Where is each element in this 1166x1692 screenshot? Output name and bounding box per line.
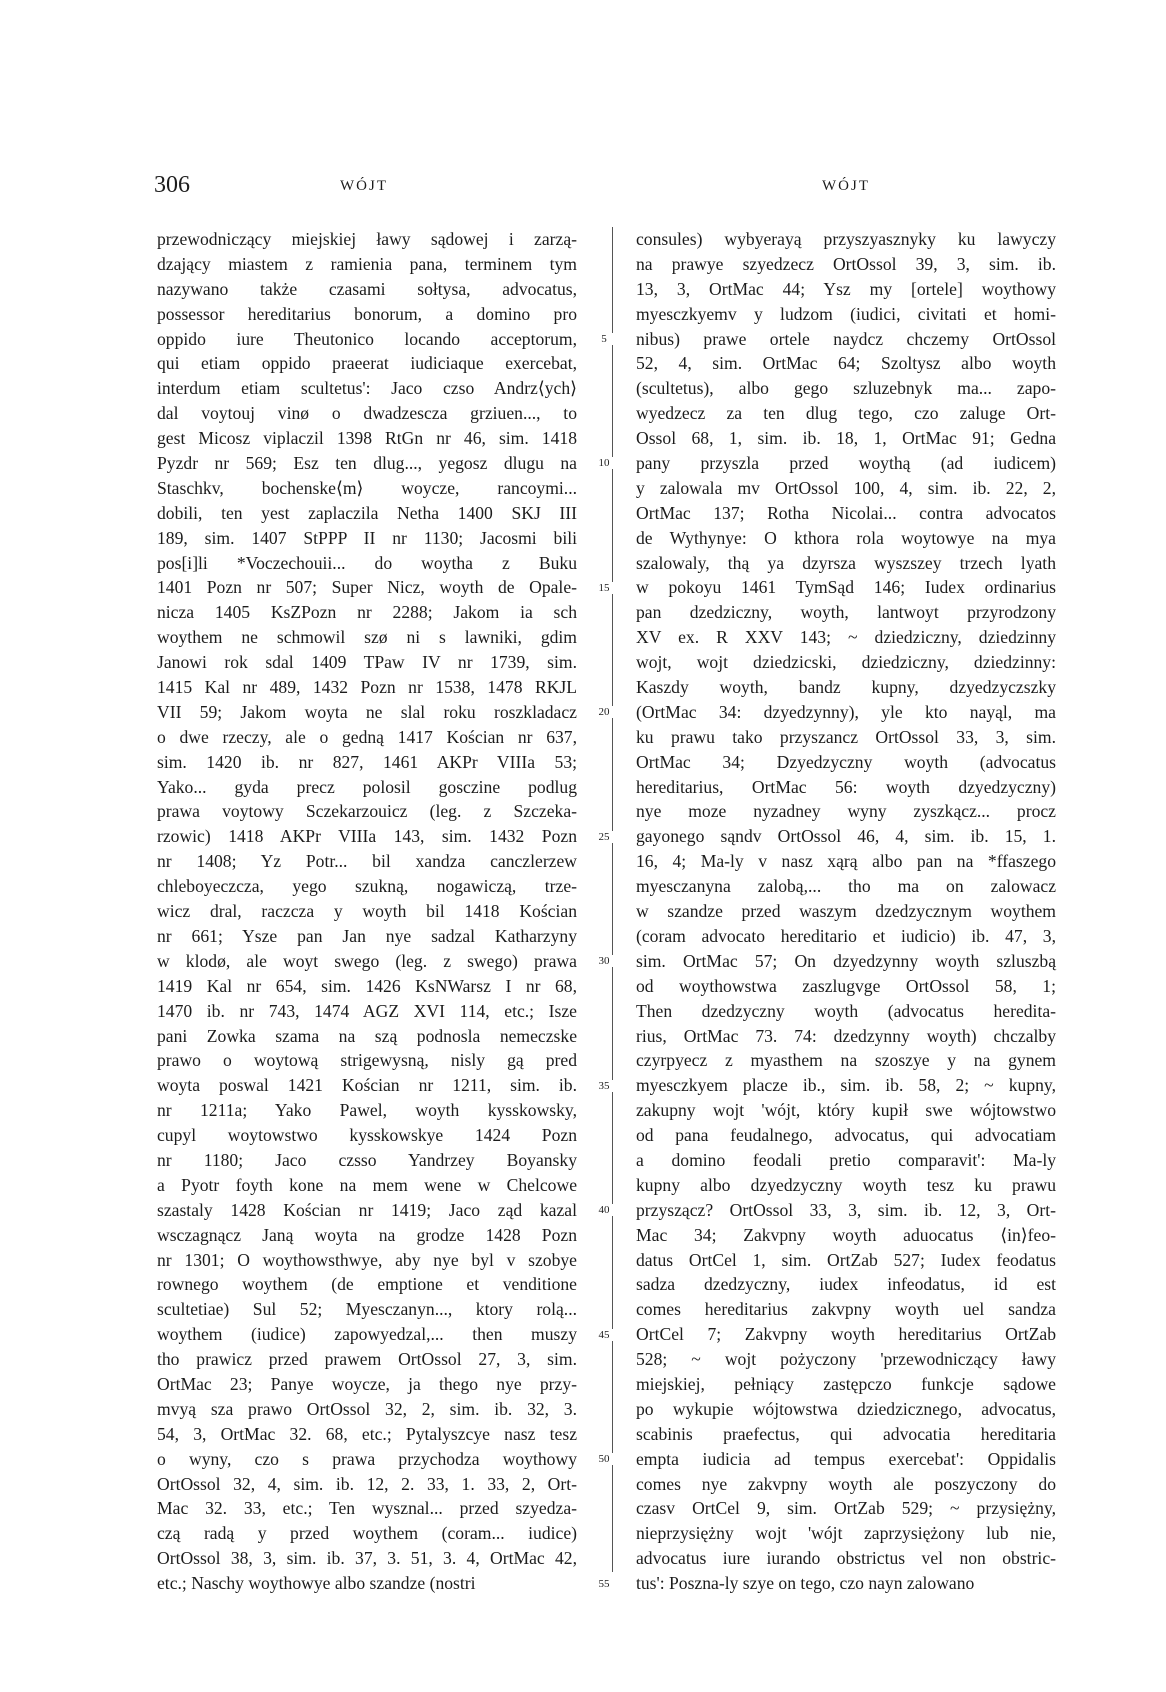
page-header bbox=[0, 172, 1166, 202]
text-line: kupny albo dzyedzyczny woyth tesz ku prawu bbox=[636, 1174, 1056, 1195]
line-number: 5 bbox=[594, 333, 614, 345]
text-line: w szandze przed waszym dzedzycznym woythem bbox=[636, 901, 1056, 922]
text-line: gayonego sąndv OrtOssol 46, 4, sim. ib. 15, 1. bbox=[636, 826, 1056, 847]
text-line: (coram advocato hereditario et iudicio) ib. 47, 3, bbox=[636, 925, 1056, 946]
text-line: na prawye szyedzecz OrtOssol 39, 3, sim. ib. bbox=[636, 253, 1056, 274]
text-line: nieprzysiężny wojt 'wójt zaprzysiężony lub nie, bbox=[636, 1523, 1056, 1544]
text-line: wicz dral, raczcza y woyth bil 1418 Kościan bbox=[157, 901, 577, 922]
text-line: 54, 3, OrtMac 32. 68, etc.; Pytalyszcye nasz tesz bbox=[157, 1423, 577, 1444]
running-head-right: WÓJT bbox=[822, 178, 870, 194]
left-column bbox=[157, 227, 577, 1596]
text-line: chleboyeczcza, yego szukną, nogawiczą, trze- bbox=[157, 876, 577, 897]
text-line: (OrtMac 34: dzyedzynny), yle kto nayąl, ma bbox=[636, 701, 1056, 722]
text-line: pani Zowka szama na szą podnosla nemeczske bbox=[157, 1025, 577, 1046]
text-line: prawa voytowy Sczekarzouicz (leg. z Szczeka- bbox=[157, 801, 577, 822]
text-line: empta iudicia ad tempus exercebat': Oppidalis bbox=[636, 1448, 1056, 1469]
text-line: a Pyotr foyth kone na mem wene w Chelcowe bbox=[157, 1174, 577, 1195]
text-line: rownego woythem (de emptione et venditione bbox=[157, 1274, 577, 1295]
text-line: cupyl woytowstwo kysskowskye 1424 Pozn bbox=[157, 1125, 577, 1146]
text-line: tho prawicz przed prawem OrtOssol 27, 3, sim. bbox=[157, 1349, 577, 1370]
text-line: dobili, ten yest zaplaczila Netha 1400 SKJ III bbox=[157, 502, 577, 523]
text-line: ku prawu tako przyszancz OrtOssol 33, 3, sim. bbox=[636, 726, 1056, 747]
text-line: scabinis praefectus, qui advocatia hereditaria bbox=[636, 1423, 1056, 1444]
line-number: 45 bbox=[594, 1329, 614, 1341]
text-line: consules) wybyerayą przyszyasznyky ku lawyczy bbox=[636, 229, 1056, 249]
text-line: 1415 Kal nr 489, 1432 Pozn nr 1538, 1478 RKJL bbox=[157, 677, 577, 698]
text-line: wsczagnącz Janą woyta na grodze 1428 Pozn bbox=[157, 1224, 577, 1245]
text-line: przyszącz? OrtOssol 33, 3, sim. ib. 12, 3, Ort- bbox=[636, 1199, 1056, 1220]
text-line: nr 1408; Yz Potr... bil xandza canczlerzew bbox=[157, 851, 577, 872]
text-line: comes nye zakvpny woyth ale poszyczony do bbox=[636, 1473, 1056, 1494]
line-number: 15 bbox=[594, 582, 614, 594]
text-line: czą radą y przed woythem (coram... iudice) bbox=[157, 1523, 577, 1544]
text-line: OrtOssol 38, 3, sim. ib. 37, 3. 51, 3. 4, OrtMac 42, bbox=[157, 1548, 577, 1569]
text-line: od woythowstwa zaszlugvge OrtOssol 58, 1; bbox=[636, 975, 1056, 996]
text-line: Mac 34; Zakvpny woyth aduocatus ⟨in⟩feo- bbox=[636, 1224, 1056, 1245]
text-line: OrtMac 34; Dzyedzyczny woyth (advocatus bbox=[636, 751, 1056, 772]
text-line: 189, sim. 1407 StPPP II nr 1130; Jacosmi bili bbox=[157, 527, 577, 548]
text-line: sadza dzedzyczny, iudex infeodatus, id est bbox=[636, 1274, 1056, 1295]
text-line: czyrpyecz z myasthem na szoszye y na gynem bbox=[636, 1050, 1056, 1071]
text-line: o wyny, czo s prawa przychodza woythowy bbox=[157, 1448, 577, 1469]
text-line: tus': Poszna-ly szye on tego, czo nayn zalowano bbox=[636, 1573, 975, 1594]
column-divider bbox=[612, 227, 613, 1572]
text-line: 1401 Pozn nr 507; Super Nicz, woyth de Opale- bbox=[157, 577, 577, 598]
text-line: Yako... gyda precz polosil gosczine podlug bbox=[157, 776, 577, 797]
text-line: gest Micosz viplaczil 1398 RtGn nr 46, sim. 1418 bbox=[157, 428, 577, 449]
text-line: sim. OrtMac 57; On dzyedzynny woyth szluszbą bbox=[636, 950, 1056, 971]
text-line: szastaly 1428 Kościan nr 1419; Jaco ząd kazal bbox=[157, 1199, 577, 1220]
text-line: interdum etiam scultetus': Jaco czso Andrz⟨ych⟩ bbox=[157, 378, 577, 399]
text-line: czasv OrtCel 9, sim. OrtZab 529; ~ przysiężny, bbox=[636, 1498, 1056, 1519]
line-number: 25 bbox=[594, 831, 614, 843]
text-line: etc.; Naschy woythowye albo szandze (nostri bbox=[157, 1573, 476, 1594]
text-line: w pokoyu 1461 TymSąd 146; Iudex ordinarius bbox=[636, 577, 1056, 598]
text-line: comes hereditarius zakvpny woyth uel sandza bbox=[636, 1299, 1056, 1320]
text-line: od pana feudalnego, advocatus, qui advocatiam bbox=[636, 1125, 1056, 1146]
text-line: oppido iure Theutonico locando acceptorum, bbox=[157, 328, 577, 349]
text-line: pany przyszla przed woythą (ad iudicem) bbox=[636, 453, 1056, 474]
text-line: Pyzdr nr 569; Esz ten dlug..., yegosz dlugu na bbox=[157, 453, 577, 474]
text-line: o dwe rzeczy, ale o gedną 1417 Kościan nr 637, bbox=[157, 726, 577, 747]
text-line: myesczanyna zalobą,... tho ma on zalowacz bbox=[636, 876, 1056, 897]
text-line: mvyą sza prawo OrtOssol 32, 2, sim. ib. 32, 3. bbox=[157, 1398, 577, 1419]
line-number: 10 bbox=[594, 457, 614, 469]
text-line: datus OrtCel 1, sim. OrtZab 527; Iudex feodatus bbox=[636, 1249, 1056, 1270]
text-line: dal voytouj vinø o dwadzescza grziuen..., to bbox=[157, 403, 577, 424]
text-line: qui etiam oppido praeerat iudiciaque exercebat, bbox=[157, 353, 577, 374]
text-line: wojt, wojt dziedzicski, dziedziczny, dziedzinny: bbox=[636, 652, 1056, 673]
line-number: 50 bbox=[594, 1453, 614, 1465]
text-line: y zalowala mv OrtOssol 100, 4, sim. ib. 22, 2, bbox=[636, 477, 1056, 498]
text-line: 16, 4; Ma-ly v nasz xąrą albo pan na *ffaszego bbox=[636, 851, 1056, 872]
text-line: w klodø, ale woyt swego (leg. z swego) prawa bbox=[157, 950, 577, 971]
text-line: nr 1211a; Yako Pawel, woyth kysskowsky, bbox=[157, 1100, 577, 1121]
text-line: woythem ne schmowil szø ni s lawniki, gdim bbox=[157, 627, 577, 648]
text-line: rius, OrtMac 73. 74: dzedzynny woyth) chczalby bbox=[636, 1025, 1056, 1046]
text-line: pan dzedziczny, woyth, lantwoyt przyrodzony bbox=[636, 602, 1056, 623]
text-line: Ossol 68, 1, sim. ib. 18, 1, OrtMac 91; Gedna bbox=[636, 428, 1056, 449]
text-line: przewodniczący miejskiej ławy sądowej i zarzą- bbox=[157, 229, 577, 249]
text-line: po wykupie wójtowstwa dziedzicznego, advocatus, bbox=[636, 1398, 1056, 1419]
text-line: nicza 1405 KsZPozn nr 2288; Jakom ia sch bbox=[157, 602, 577, 623]
text-line: Then dzedzyczny woyth (advocatus heredita- bbox=[636, 1000, 1056, 1021]
text-line: XV ex. R XXV 143; ~ dziedziczny, dziedzinny bbox=[636, 627, 1056, 648]
running-head-left: WÓJT bbox=[340, 178, 388, 194]
text-line: 1419 Kal nr 654, sim. 1426 KsNWarsz I nr 68, bbox=[157, 975, 577, 996]
line-number: 20 bbox=[594, 706, 614, 718]
text-line: 528; ~ wojt pożyczony 'przewodniczący ławy bbox=[636, 1349, 1056, 1370]
text-line: dzający miastem z ramienia pana, terminem tym bbox=[157, 253, 577, 274]
text-line: nr 661; Ysze pan Jan nye sadzal Katharzyny bbox=[157, 925, 577, 946]
text-line: Kaszdy woyth, bandz kupny, dzyedzyczszky bbox=[636, 677, 1056, 698]
text-line: de Wythynye: O kthora rola woytowye na mya bbox=[636, 527, 1056, 548]
text-line: nr 1180; Jaco czsso Yandrzey Boyansky bbox=[157, 1149, 577, 1170]
text-line: prawo o woytową strigewysną, nisly gą pred bbox=[157, 1050, 577, 1071]
text-line: 52, 4, sim. OrtMac 64; Szoltysz albo woyth bbox=[636, 353, 1056, 374]
text-line: szalowaly, thą ya dzyrsza wyszszey trzech lyath bbox=[636, 552, 1056, 573]
text-line: Janowi rok sdal 1409 TPaw IV nr 1739, sim. bbox=[157, 652, 577, 673]
text-line: sim. 1420 ib. nr 827, 1461 AKPr VIIIa 53; bbox=[157, 751, 577, 772]
text-line: possessor hereditarius bonorum, a domino pro bbox=[157, 303, 577, 324]
text-line: woyta poswal 1421 Kościan nr 1211, sim. ib. bbox=[157, 1075, 577, 1096]
page-number: 306 bbox=[154, 172, 190, 198]
text-line: nazywano także czasami sołtysa, advocatus, bbox=[157, 278, 577, 299]
text-line: nibus) prawe ortele naydcz chczemy OrtOssol bbox=[636, 328, 1056, 349]
text-line: wyedzecz za ten dlug tego, czo zaluge Ort- bbox=[636, 403, 1056, 424]
text-line: OrtMac 137; Rotha Nicolai... contra advocatos bbox=[636, 502, 1056, 523]
text-line: OrtCel 7; Zakvpny woyth hereditarius OrtZab bbox=[636, 1324, 1056, 1345]
text-line: a domino feodali pretio comparavit': Ma-ly bbox=[636, 1149, 1056, 1170]
line-number: 55 bbox=[594, 1578, 614, 1590]
text-line: VII 59; Jakom woyta ne slal roku roszkladacz bbox=[157, 701, 577, 722]
text-line: pos[i]li *Voczechouii... do woytha z Buku bbox=[157, 552, 577, 573]
line-number: 30 bbox=[594, 955, 614, 967]
text-line: advocatus iure iurando obstrictus vel non obstric- bbox=[636, 1548, 1056, 1569]
text-line: Mac 32. 33, etc.; Ten wysznal... przed szyedza- bbox=[157, 1498, 577, 1519]
right-column bbox=[636, 227, 1056, 1596]
text-line: myesczkyem placze ib., sim. ib. 58, 2; ~ kupny, bbox=[636, 1075, 1056, 1096]
text-line: OrtMac 23; Panye woycze, ja thego nye przy- bbox=[157, 1373, 577, 1394]
text-line: myesczkyemv y ludzom (iudici, civitati et homi- bbox=[636, 303, 1056, 324]
text-line: miejskiej, pełniący zastępczo funkcje sądowe bbox=[636, 1373, 1056, 1394]
text-line: nye moze nyzadney wyny zyszkącz... procz bbox=[636, 801, 1056, 822]
text-line: (scultetus), albo gego szluzebnyk ma... zapo- bbox=[636, 378, 1056, 399]
text-line: 1470 ib. nr 743, 1474 AGZ XVI 114, etc.; Isze bbox=[157, 1000, 577, 1021]
text-line: rzowic) 1418 AKPr VIIIa 143, sim. 1432 Pozn bbox=[157, 826, 577, 847]
line-number: 35 bbox=[594, 1080, 614, 1092]
text-line: OrtOssol 32, 4, sim. ib. 12, 2. 33, 1. 33, 2, Ort- bbox=[157, 1473, 577, 1494]
line-number: 40 bbox=[594, 1204, 614, 1216]
text-line: zakupny wojt 'wójt, który kupił swe wójtowstwo bbox=[636, 1100, 1056, 1121]
text-line: hereditarius, OrtMac 56: woyth dzyedzyczny) bbox=[636, 776, 1056, 797]
text-line: woythem (iudice) zapowyedzal,... then muszy bbox=[157, 1324, 577, 1345]
text-line: 13, 3, OrtMac 44; Ysz my [ortele] woythowy bbox=[636, 278, 1056, 299]
text-line: nr 1301; O woythowsthwye, aby nye byl v szobye bbox=[157, 1249, 577, 1270]
text-line: Staschkv, bochenske⟨m⟩ woycze, rancoymi... bbox=[157, 477, 577, 498]
text-line: scultetiae) Sul 52; Myesczanyn..., ktory rolą... bbox=[157, 1299, 577, 1320]
